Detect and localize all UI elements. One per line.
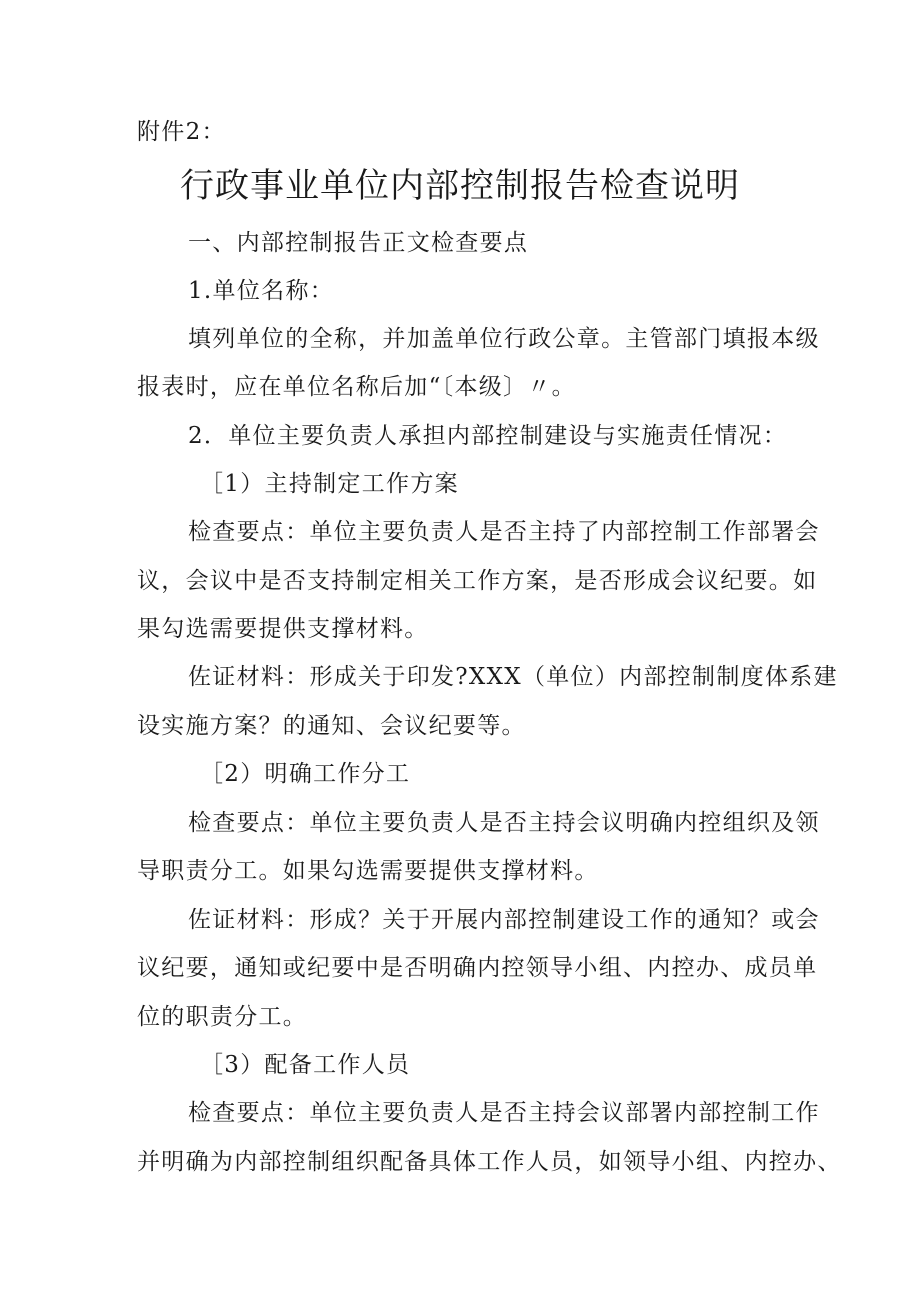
- document-title: 行政事业单位内部控制报告检查说明: [180, 166, 740, 206]
- paragraph-line: 导职责分工。如果勾选需要提供支撑材料。: [137, 858, 599, 884]
- paragraph-line: 佐证材料：形成？关于开展内部控制建设工作的通知？或会: [188, 907, 820, 933]
- paragraph-line: 填列单位的全称，并加盖单位行政公章。主管部门填报本级: [188, 326, 820, 352]
- paragraph-line: 议纪要，通知或纪要中是否明确内控领导小组、内控办、成员单: [137, 955, 818, 981]
- paragraph-line: 议，会议中是否支持制定相关工作方案，是否形成会议纪要。如: [137, 568, 818, 594]
- section-heading: 一、内部控制报告正文检查要点: [188, 230, 529, 256]
- paragraph-line: 果勾选需要提供支撑材料。: [137, 616, 429, 642]
- subitem-heading: ［1）主持制定工作方案: [200, 471, 459, 497]
- attachment-label: 附件2：: [137, 119, 226, 145]
- paragraph-line: 检查要点：单位主要负责人是否主持会议明确内控组织及领: [188, 810, 820, 836]
- paragraph-line: 检查要点：单位主要负责人是否主持会议部署内部控制工作: [188, 1100, 820, 1126]
- paragraph-line: 检查要点：单位主要负责人是否主持了内部控制工作部署会: [188, 519, 820, 545]
- paragraph-line: 并明确为内部控制组织配备具体工作人员，如领导小组、内控办、: [137, 1149, 842, 1175]
- paragraph-line: 设实施方案？的通知、会议纪要等。: [137, 713, 526, 739]
- subitem-heading: ［3）配备工作人员: [200, 1052, 411, 1078]
- item-heading: 2．单位主要负责人承担内部控制建设与实施责任情况：: [188, 423, 788, 449]
- paragraph-line: 位的职责分工。: [137, 1004, 308, 1030]
- item-heading: 1.单位名称：: [188, 278, 335, 304]
- paragraph-line: 佐证材料：形成关于印发?XXX（单位）内部控制制度体系建: [188, 664, 838, 690]
- paragraph-line: 报表时，应在单位名称后加“〔本级〕〃。: [137, 374, 576, 400]
- subitem-heading: ［2）明确工作分工: [200, 761, 411, 787]
